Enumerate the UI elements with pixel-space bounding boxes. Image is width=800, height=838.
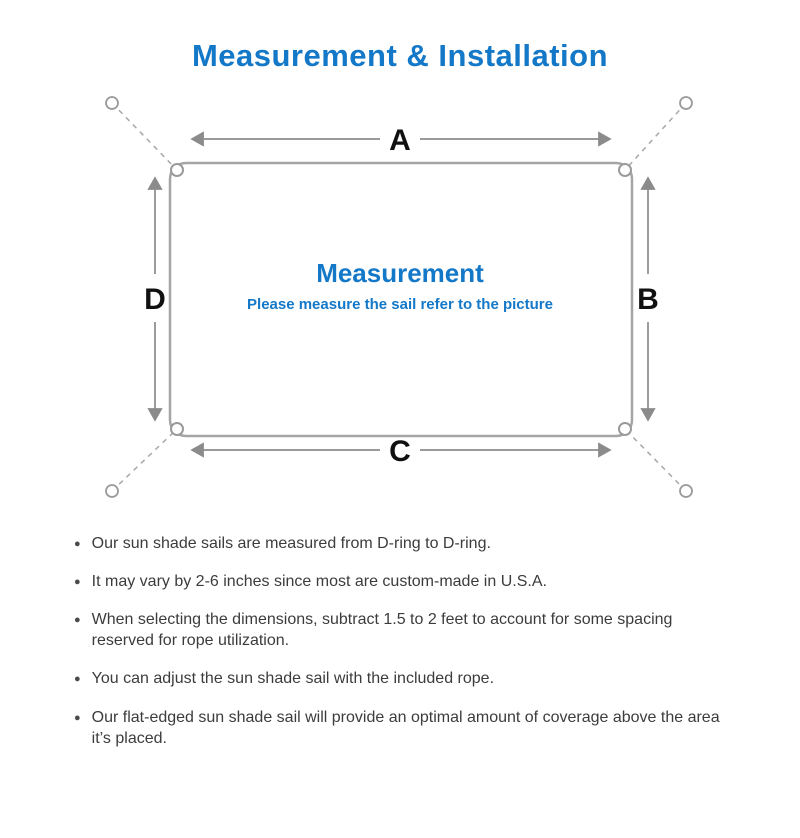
note-text: It may vary by 2-6 inches since most are custom-made in U.S.A. xyxy=(91,573,547,591)
list-item xyxy=(74,571,730,592)
notes-list xyxy=(0,533,800,749)
anchor-ring-icon-top-left xyxy=(106,97,118,109)
note-text: You can adjust the sun shade sail with the included rope. xyxy=(91,670,495,688)
rope-dashed-line-top-left xyxy=(112,103,177,170)
d-ring-icon-top-left xyxy=(171,164,183,176)
list-item xyxy=(74,707,730,749)
bullet-icon: ● xyxy=(74,614,81,627)
d-ring-icon-top-right xyxy=(619,164,631,176)
dimension-label-a: A xyxy=(389,124,411,157)
rope-dashed-line-bottom-right xyxy=(625,429,686,491)
bullet-icon: ● xyxy=(74,538,81,550)
list-item xyxy=(74,668,730,689)
list-item xyxy=(74,609,730,651)
sail-diagram-svg xyxy=(0,76,800,521)
d-ring-icon-bottom-left xyxy=(171,423,183,435)
diagram-center-subtitle: Please measure the sail refer to the picture xyxy=(247,296,553,313)
list-item xyxy=(74,533,730,554)
anchor-ring-icon-bottom-left xyxy=(106,485,118,497)
bullet-icon: ● xyxy=(74,673,81,686)
rope-dashed-line-top-right xyxy=(625,103,686,170)
anchor-ring-icon-top-right xyxy=(680,97,692,109)
page-title: Measurement & Installation xyxy=(191,38,609,73)
dimension-label-c: C xyxy=(389,435,411,468)
note-text: Our flat-edged sun shade sail will provide an optimal amount of coverage above the area it’s placed. xyxy=(91,708,720,747)
rope-dashed-line-bottom-left xyxy=(112,429,177,491)
bullet-icon: ● xyxy=(74,576,81,589)
bullet-icon: ● xyxy=(74,711,81,724)
dimension-label-d: D xyxy=(144,283,166,316)
note-text: When selecting the dimensions, subtract 1.5 to 2 feet to account for some spacing reserved for rope utilization. xyxy=(91,611,673,650)
diagram-center-title: Measurement xyxy=(316,258,484,288)
dimension-label-b: B xyxy=(637,283,659,316)
anchor-ring-icon-bottom-right xyxy=(680,485,692,497)
measurement-diagram xyxy=(0,76,800,521)
note-text: Our sun shade sails are measured from D-ring to D-ring. xyxy=(91,535,491,552)
d-ring-icon-bottom-right xyxy=(619,423,631,435)
